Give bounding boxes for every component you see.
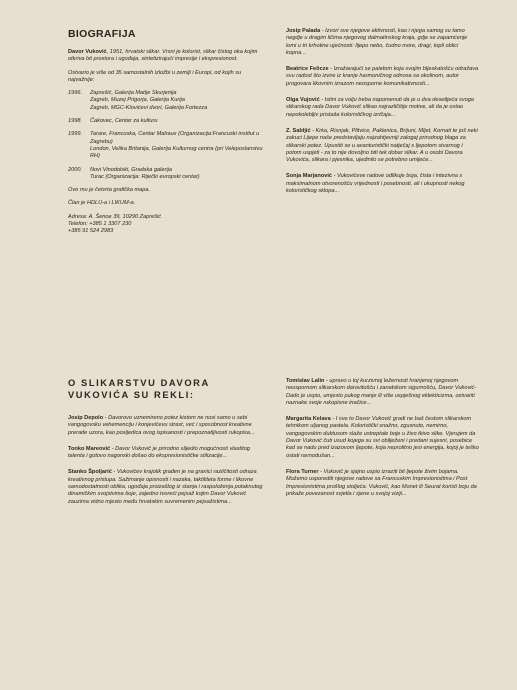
address-text: Adresa: A. Šenoe 39, 10290 Zaprešić [68,213,162,220]
artist-name: Davor Vuković [68,49,107,55]
critics-section [68,378,268,515]
quote-item: Margarita Kelava - I sve to Davor Vuković gradi ne baš čestom slikarskom tehnikom uljanog pastela. Koloristički snažno, zgusnuto, nemirno, vangogovskim duktusom slaže ustreptale boje u živo tkivo slike. Vjerujem da Davor Vuković čuti usud kojega su svi obilježeni i predani sujesni, posebice kad se nadu pred izazovom ljepote, koja neprolitno jesi energija, kojoj je teško ostati ravnodušan... [286,416,479,459]
quote-item: Flora Turner - Vuković je sjajno uspio izraziti bit ljepote živim bojama. Možemo usporediti njegove radove sa Francuskim Impresionistima i Post Impresionistima prošlog stoljeća. Vuković, kao Monet ili Seurat koristi boju da prikaže povezanost svjetla i sjene u svojoj viziji... [286,468,477,497]
exhibition-text: Čakovec, Centar za kulturu [90,118,158,125]
exhibition-item [68,90,268,112]
critics-quotes-bottom [286,378,479,507]
quote-author: Josip Depolo [68,415,104,421]
exhibition-year: 1999. [68,131,82,138]
exhibition-year: 1996. [68,90,82,97]
quote-item: Olga Vujović - Istini za volju treba napomenuti da je u dva desetljeća svoga slikarskog rada Davor Vuković slikao najrazličitije motive, ali da je ostao nepokolebljiv pristaša kolorističkog izričaja... [286,97,474,118]
quote-author: Olga Vujović [286,97,320,104]
graphic-portfolio-note: Ovo mu je četvrta grafička mapa. [68,187,151,194]
exhibition-text: Tarare, Francuska, Centar Malraux (Organizacija:Francuski institut u Zagrebu) London, Velika Britanija, Galerija Kulturnog centra (pri Veleposlanstvu RH) [90,131,263,160]
exhibition-text: Zaprešić, Galerija Matije Skurjenija Zagreb, Muzej Prigorja, Galerija Kurija Zagreb, MGC-Klovićevi dvori, Galerija Fortezza [90,90,208,111]
critics-quotes-top [286,28,479,204]
quote-author: Tomislav Lalin [286,378,325,384]
critics-heading: O SLIKARSTVU DAVORA VUKOVIĆA SU REKLI: [68,378,210,400]
quote-author: Margarita Kelava [286,416,331,423]
quote-author: Tonko Mareović [68,445,111,452]
quote-item: Tonko Mareović - Davor Vuković je prirodno slijedio mogućnosti vlastitog talenta i gotovo nagonski došao do ekspresionističke stilizacije... [68,445,250,460]
quote-item: Sonja Marjanović - Vukovićeve radove odlikuje boja, čista i intezivna s maksimalnom otvorenošću vrijednosti i posebnosti, ali i ukupnosti nekog kolorističkog sklopa... [286,173,465,195]
quote-author: Beatrice Feõcze [286,66,329,73]
quote-item: Josip Palada - Izvori sve njegove aktivnosti, kao i njega samog su tamo negdje u dragim ličima njegovog dalmatinskog kraja, gdje se zapamćenje lomi u tri krhotine ujećnosti: lijepo nebo, čudno more, dragi, topli oblici kopna... [286,28,468,56]
biography-section [68,28,268,236]
quote-item: Tomislav Lalin - upravo u toj kurzivnoj ležernosti hranjenoj njegovom neospornom slikarskom darovitošću i zanatskom sigurnošću, Davor Vuković-Dado je uspio, umjesto pukog manje ili više uspješnog eklekticizma, ostvariti naznake svoje rukopisne inačice... [286,378,477,406]
exhibition-list [68,90,268,181]
biography-intro: Davor Vuković, 1951, hrvatski slikar. Vrsni je kolorist, slikar čistog oka kojim otkriva bit prostora i ugođaja, sintetizirajući impresije i ekspresionost. [68,49,258,63]
exhibition-item [68,118,268,125]
exhibition-item [68,131,268,160]
contact-info [68,214,268,236]
quote-author: Flora Turner [286,468,319,475]
membership-note: Član je HDLU-a i LIKUM-a. [68,200,136,207]
quote-author: Sonja Marjanović [286,173,333,180]
quote-item: Stanko Špoljarić - Vukovićev krajolik građen je na granici različitosti odraza kreativnog pristupa. Sažimanje opisnosti i nazaka, taktiliteta forme i likovne samodostatnosti oblika, ugođaja proizašlog iz stanja i raspoloženja potaknutog dinamičkim svojstvima boje, zajedno tvoreći pejsaž kojim Davor Vuković zauzima vidno mjesto među hrvatskim suvremenim pejsažistima... [68,469,263,505]
quote-author: Stanko Špoljarić [68,469,112,476]
quote-item: Josip Depolo - Davorovo uznemireno potez kistom ne nosi samo u sebi vangogovsku vehemenciju i konjevićevu strast, već i sposobnost kreativne prerade uzora, kao posljedica ovog ispisanosti i prepoznatljivosti rukopisa... [68,415,255,436]
quote-author: Z. Sabljić [286,127,311,134]
quote-item: Z. Sabljić - Krka, Risnjak, Plitvice, Paklenica, Brijuni, Mljet, Kornati te još neki zakuci Lijepe naše predstavljaju najzahtjevniji zalogaj prirodnog blaga za slikarski potez. Upustiti se u avanturistički natječaj s ljepotom stvarnog i potom uspjeti - za to nije dovoljno biti tek dobar slikar. A u osobi Davora Vukovića, slikara i pjesnika, ujedinilo se potrebno umijeće... [286,127,478,164]
quote-author: Josip Palada [286,28,321,34]
exhibition-item [68,167,268,182]
biography-heading: BIOGRAFIJA [68,28,136,40]
biography-exhibitions-intro: Ostvario je više od 35 samostalnih izložbi u zemlji i Europi, od kojih su najvažnije: [68,69,242,83]
exhibition-year: 1998. [68,118,82,125]
quote-item: Beatrice Feõcze - Izražavajući se paletom koja svojim bljeskatošću odražava svu radost što izvire iz kranje harmoničnog odnosa sa okolinom, autor progovara likovnim izrazom neosporne komunikativnosti... [286,66,479,87]
phone-text: Telefon: +385 1 3307 230 +385 91 524 2983 [68,221,132,235]
exhibition-text: Novi Vinodolski, Gradska galerija Turac (Organizacija: Riječki europski centar) [90,166,200,180]
exhibition-year: 2000. [68,166,82,173]
